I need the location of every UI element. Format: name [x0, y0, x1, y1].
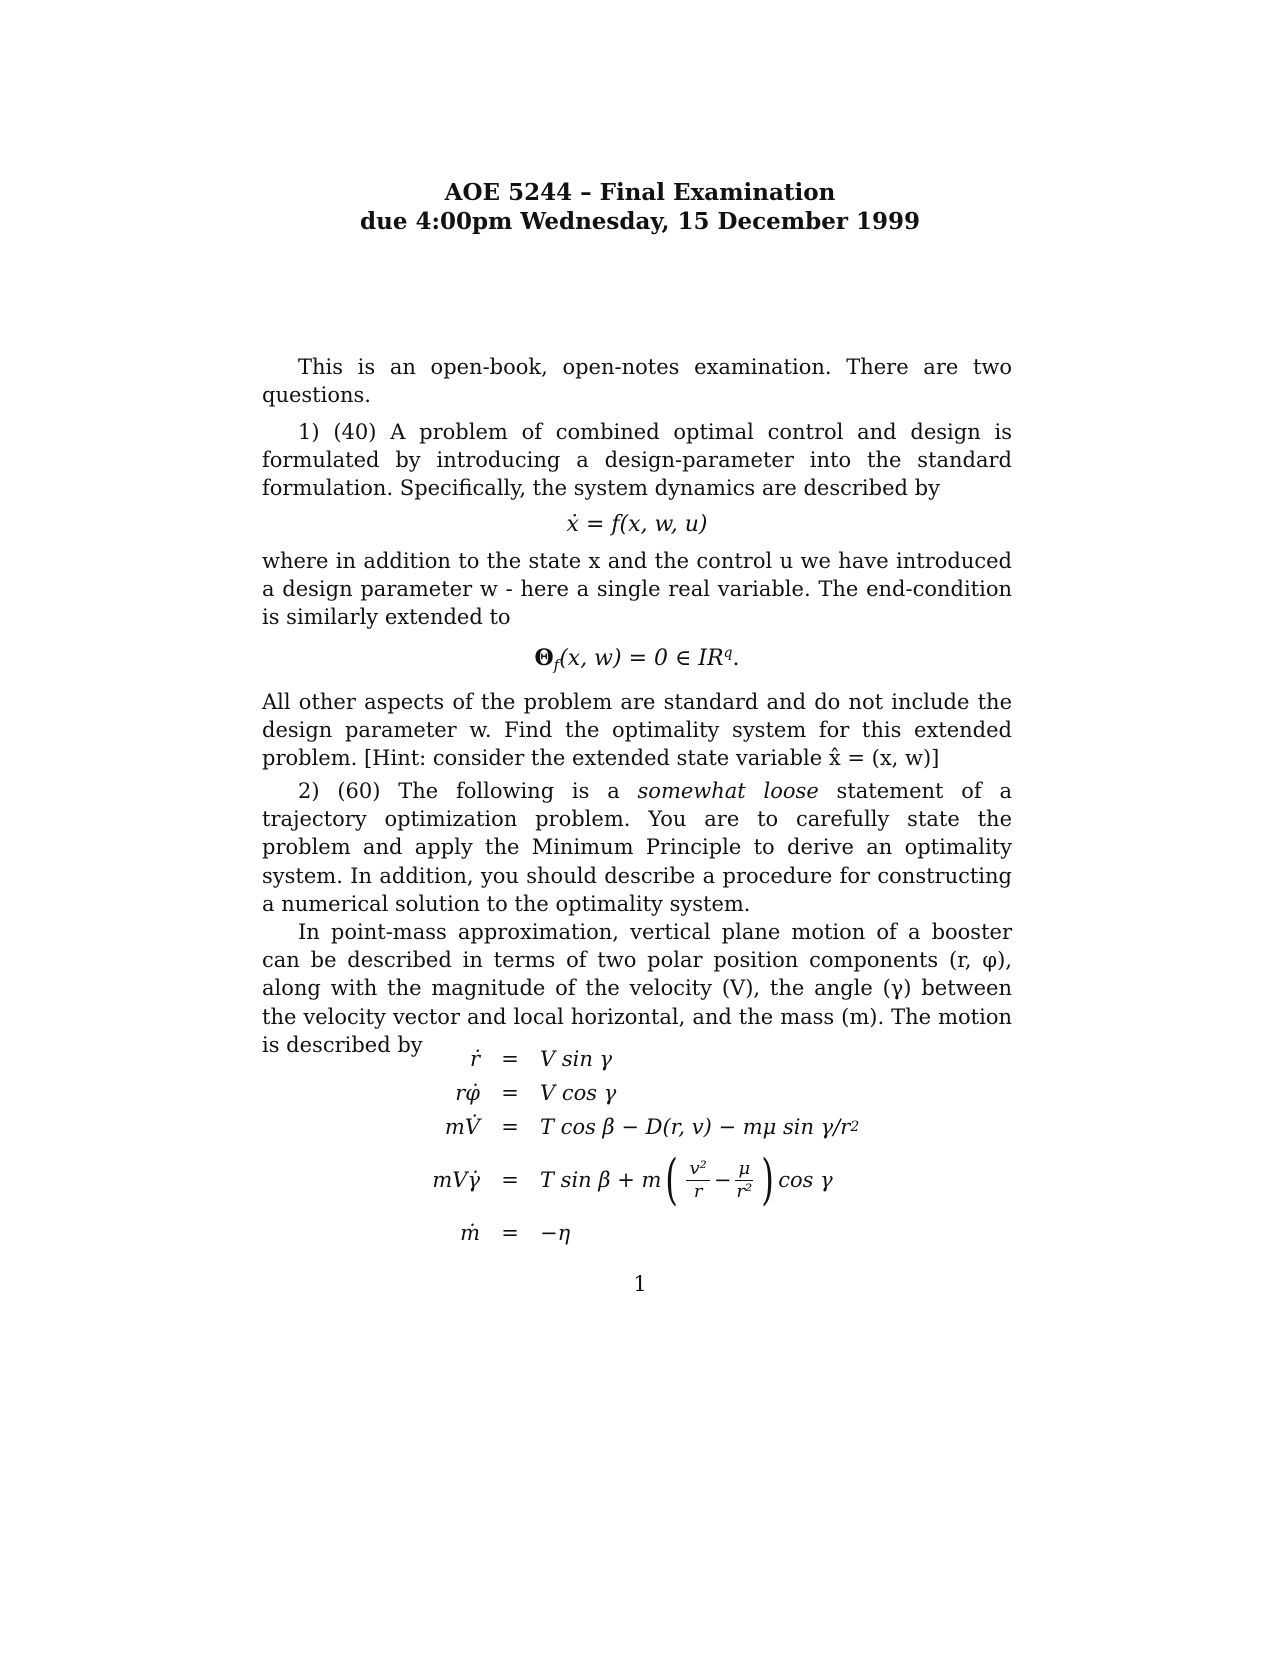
eq-rhs-tail: cos γ [778, 1168, 833, 1192]
eq-rhs-superscript: 2 [850, 1119, 860, 1135]
right-paren: ) [761, 1148, 775, 1211]
q1-paragraph-2: where in addition to the state x and the control u we have introduced a design parameter w - here a single real variable. The end-condition is similarly extended to [262, 548, 1012, 630]
eq-row-m-dot [400, 1216, 920, 1250]
end-condition-main: (x, w) = 0 ∈ IR [559, 646, 724, 672]
equations-of-motion [400, 1042, 920, 1250]
fraction-denominator: r [693, 1180, 703, 1202]
question-1 [262, 418, 1012, 772]
eq-rhs [540, 1148, 920, 1211]
eq-rhs: −η [540, 1221, 571, 1245]
eq-row-phi-dot [400, 1076, 920, 1110]
eq-lhs: rφ̇ [455, 1081, 480, 1105]
q1-dynamics-equation: ẋ = f(x, w, u) [566, 511, 708, 537]
eq-lhs: mV̇ [444, 1115, 480, 1139]
q1-end-condition-equation [262, 639, 1012, 679]
fraction-v2-over-r [686, 1158, 709, 1203]
q2-p1-rest: statement of a trajectory optimization problem. You are to carefully state the problem and apply the Minimum Principle to derive an optimality system. In addition, you should describe a procedure for constructing a numerical solution to the optimality system. [262, 779, 1012, 916]
q2-paragraph-2: In point-mass approximation, vertical plane motion of a booster can be described in terms of two polar position components (r, φ), along with the magnitude of the velocity (V), the angle (γ) between the velocity vector and local horizontal, and the mass (m). The motion is described by [262, 920, 1012, 1057]
eq-lhs: mVγ̇ [432, 1168, 480, 1192]
eq-rhs [540, 1115, 920, 1139]
intro-paragraph: This is an open-book, open-notes examination. There are two questions. [262, 355, 1012, 408]
eq-row-r-dot [400, 1042, 920, 1076]
page-number: 1 [633, 1272, 647, 1296]
fraction-mu-over-r2 [735, 1158, 753, 1203]
eq-sign: = [501, 1047, 519, 1071]
eq-rhs-main: T cos β − D(r, v) − mμ sin γ/r [540, 1115, 851, 1139]
question-2 [262, 777, 1012, 1059]
exam-title: AOE 5244 – Final Examination [444, 179, 836, 206]
fraction-numerator: v² [686, 1158, 709, 1181]
minus-sign: − [713, 1168, 732, 1192]
end-condition-superscript: q [723, 645, 733, 662]
eq-lhs: ṁ [460, 1221, 480, 1245]
fraction-numerator: μ [735, 1158, 753, 1181]
end-condition-period: . [732, 646, 740, 672]
exam-due-date: due 4:00pm Wednesday, 15 December 1999 [360, 208, 920, 235]
q2-paragraph-1 [262, 777, 1012, 918]
eq-rhs: V sin γ [540, 1047, 613, 1071]
title-block [0, 178, 1280, 236]
q1-paragraph-3: All other aspects of the problem are standard and do not include the design parameter w. Find the optimality system for this extended problem. [Hint: consider the extended state variable x̂ = (x, w)] [262, 689, 1012, 771]
q2-p1-emphasis: somewhat loose [637, 779, 819, 803]
intro-section [262, 353, 1012, 409]
eq-rhs-lead: T sin β + m [540, 1168, 662, 1192]
eq-lhs: ṙ [469, 1047, 480, 1071]
q1-paragraph-1: 1) (40) A problem of combined optimal control and design is formulated by introducing a design-parameter into the standard formulation. Specifically, the system dynamics are described by [262, 420, 1012, 501]
eq-sign: = [501, 1081, 519, 1105]
eq-sign: = [501, 1115, 519, 1139]
theta-subscript: f [553, 656, 560, 675]
eq-sign: = [501, 1221, 519, 1245]
eq-row-gamma-dot [400, 1144, 920, 1216]
eq-row-v-dot [400, 1110, 920, 1144]
theta-symbol: Θ [534, 645, 554, 672]
q2-p1-lead: 2) (60) The following is a [298, 779, 620, 803]
eq-sign: = [501, 1168, 519, 1192]
left-paren: ( [665, 1148, 679, 1211]
eq-rhs: V cos γ [540, 1081, 617, 1105]
fraction-denominator: r² [736, 1180, 753, 1202]
